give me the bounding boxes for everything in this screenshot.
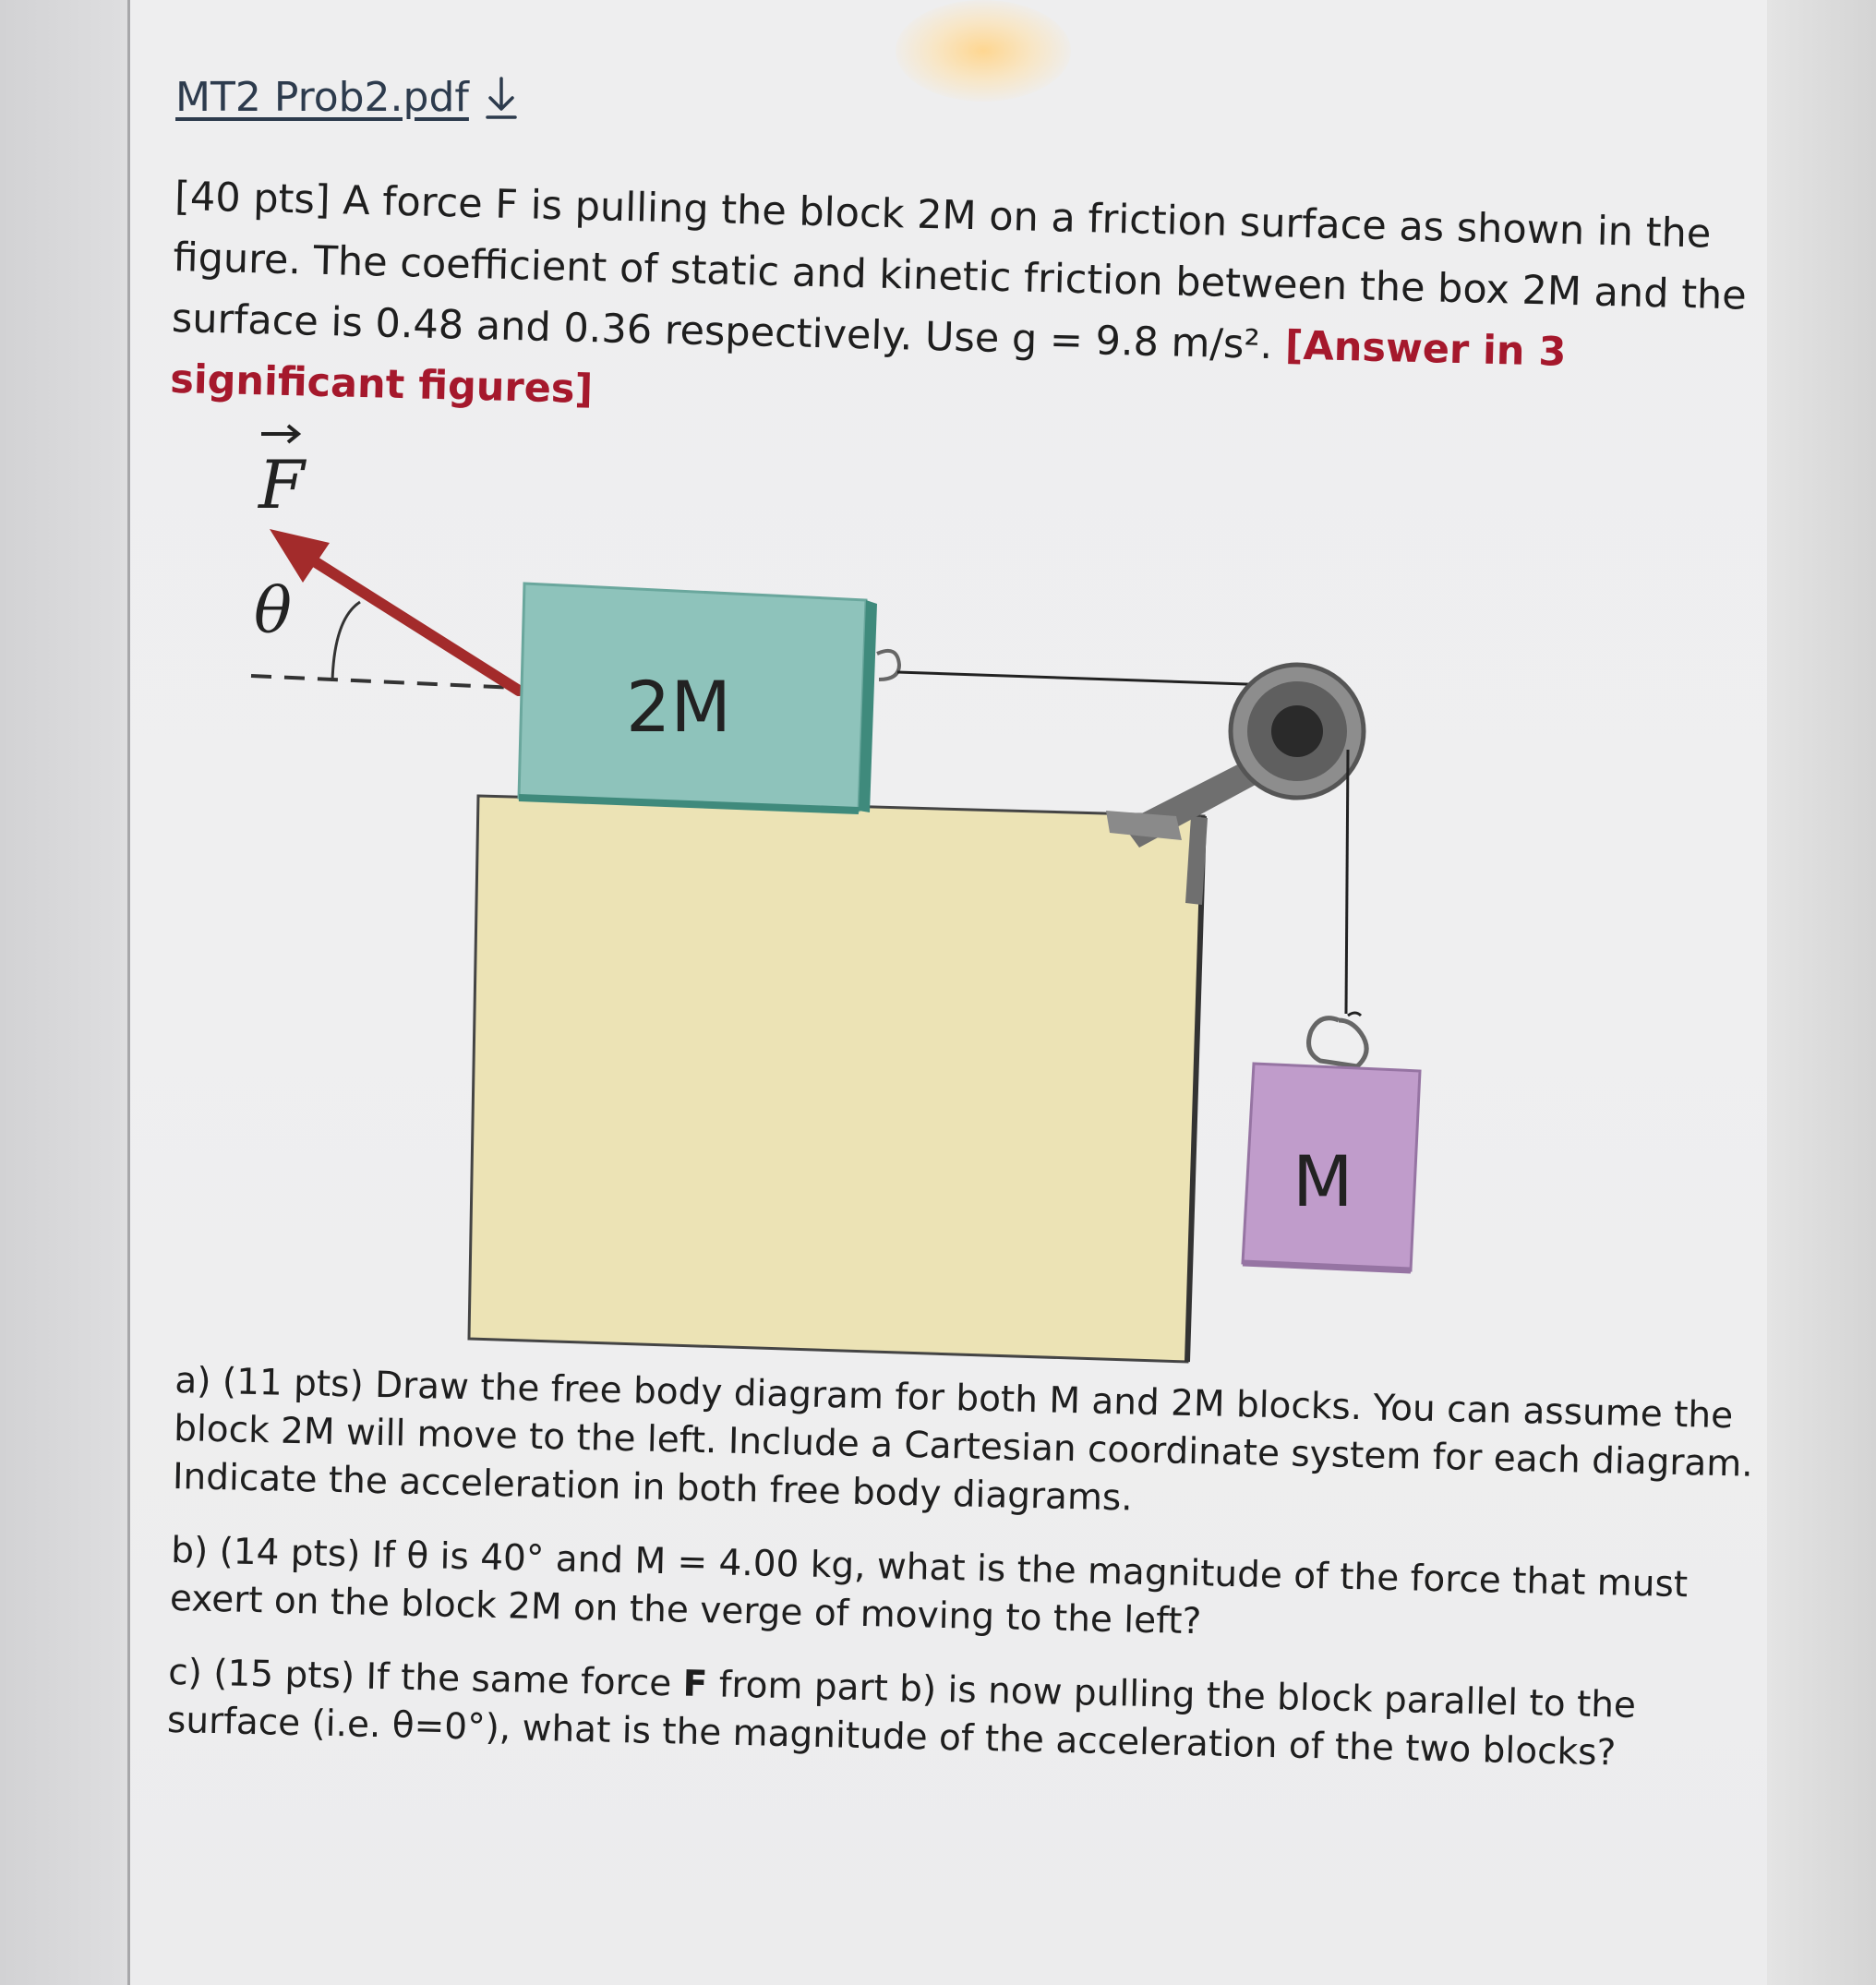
part-a-points: (11 pts) — [222, 1361, 365, 1406]
significant-figures-note: [Answer in 3 significant figures] — [169, 322, 1567, 414]
rope-vertical — [1346, 750, 1348, 1014]
part-a-text: Draw the free body diagram for both M and 2M blocks. You can assume the block 2M will move to the left. Include a Cartesian coordinate system for each diagram. Indicate the acceleration in both free body diagrams. — [172, 1364, 1754, 1520]
part-c — [166, 1649, 1756, 1781]
block-m-hook — [1309, 1018, 1367, 1066]
force-label — [257, 426, 307, 523]
part-c-force-symbol: F — [682, 1663, 708, 1706]
part-c-points: (15 pts) — [212, 1653, 355, 1698]
reference-dashed-line — [251, 676, 517, 688]
part-b — [169, 1527, 1759, 1659]
problem-points: [40 pts] — [174, 173, 331, 224]
block-2m-hook — [877, 651, 899, 680]
download-arrow-icon[interactable] — [482, 75, 521, 121]
angle-label: θ — [254, 575, 292, 648]
part-b-points: (14 pts) — [219, 1531, 361, 1576]
screen-glare — [896, 0, 1071, 102]
problem-text: A force F is pulling the block 2M on a friction surface as shown in the figure. The coefficient of static and kinetic friction between the box 2M and the surface is 0.48 and 0.36 respectively. Use g = 9.8 m/s². — [171, 177, 1748, 369]
left-margin — [0, 0, 130, 1985]
rope-horizontal — [897, 672, 1272, 685]
file-download-link[interactable] — [175, 74, 521, 121]
table-block — [469, 796, 1204, 1362]
force-symbol: F — [259, 446, 305, 523]
force-arrow-shaft — [288, 545, 519, 691]
right-margin — [1764, 0, 1876, 1985]
part-c-text-after: from part b) is now pulling the block parallel to the surface (i.e. θ=0°), what is the magnitude of the acceleration of the two blocks? — [166, 1664, 1637, 1774]
part-b-text: If θ is 40° and M = 4.00 kg, what is the magnitude of the force that must exert on the block 2M on the verge of moving to the left? — [169, 1534, 1689, 1643]
file-name[interactable]: MT2 Prob2.pdf — [175, 74, 469, 121]
part-a-label: a) — [174, 1359, 212, 1402]
block-2m-label: 2M — [626, 666, 731, 748]
physics-figure — [231, 406, 1449, 1366]
angle-arc — [332, 602, 360, 681]
part-b-label: b) — [170, 1529, 209, 1572]
part-c-text-before: If the same force — [365, 1655, 672, 1705]
part-c-label: c) — [167, 1651, 203, 1694]
problem-parts — [166, 1357, 1763, 1807]
block-m-label: M — [1293, 1140, 1353, 1222]
